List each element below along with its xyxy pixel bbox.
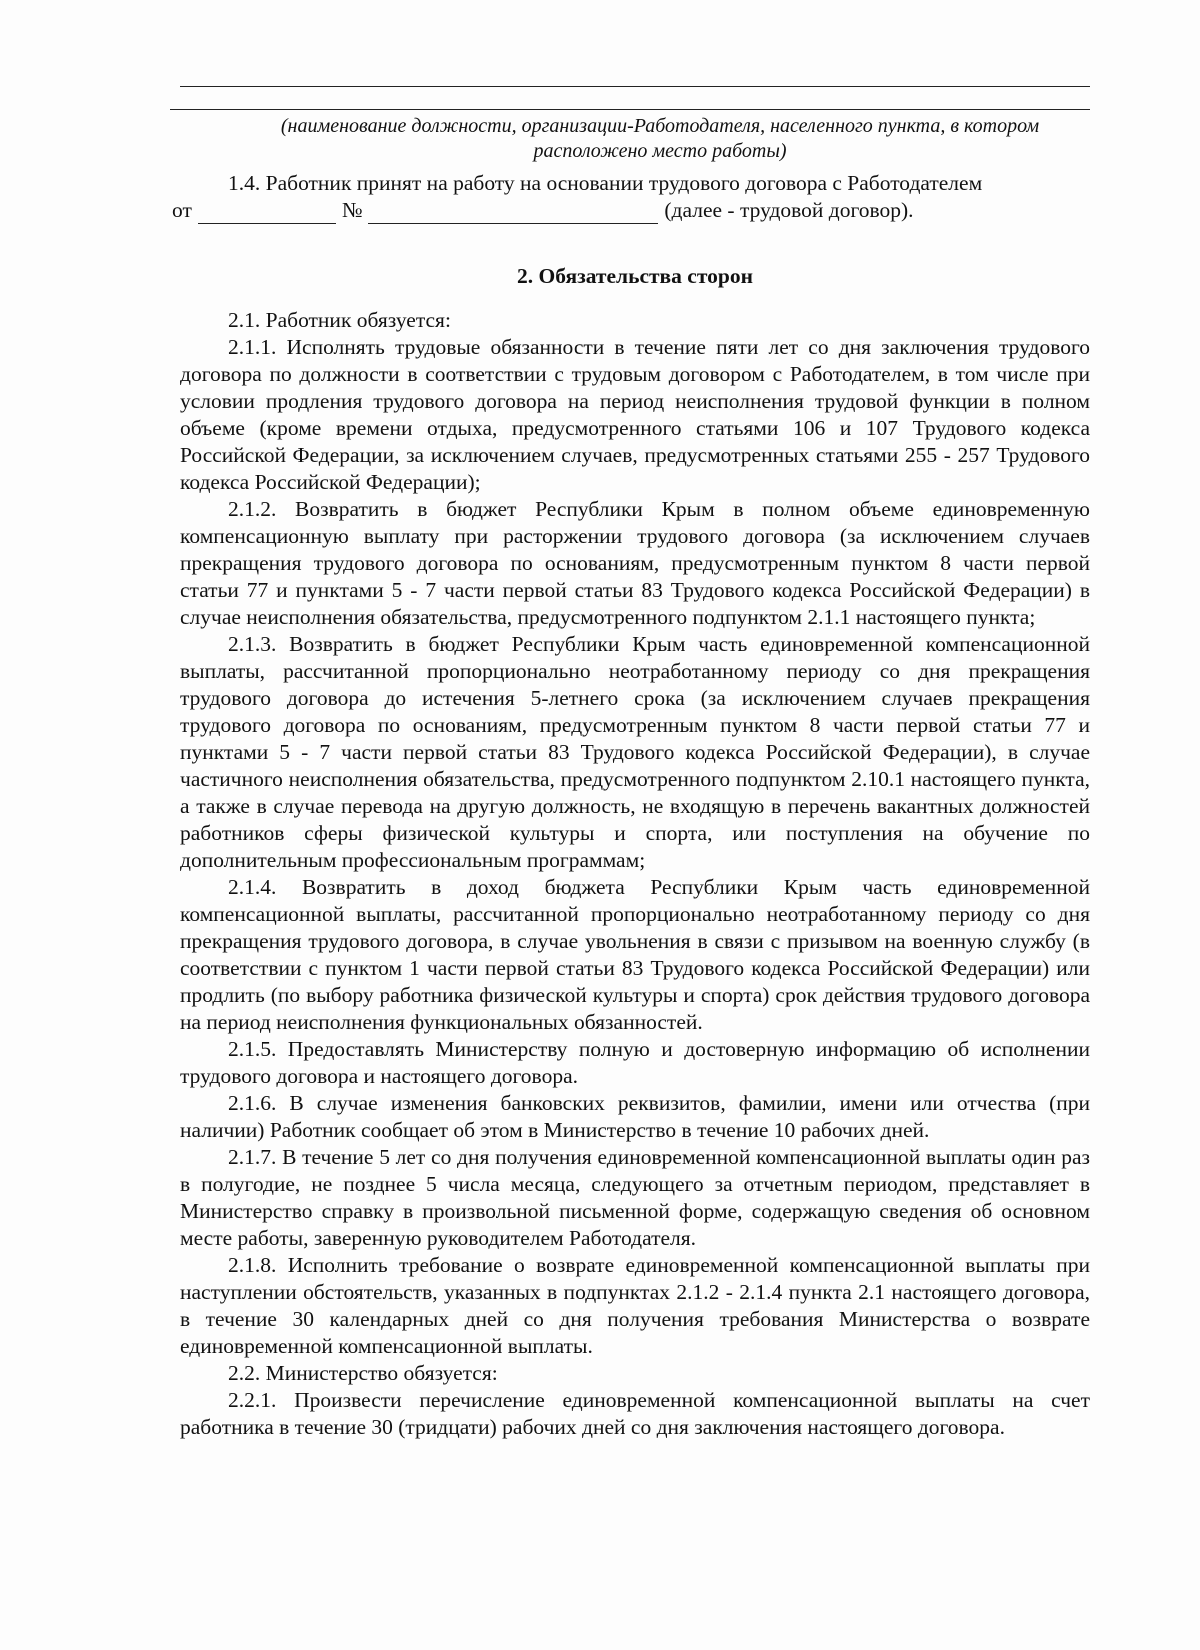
section-title: 2. Обязательства сторон (517, 264, 753, 288)
clause-2-2: 2.2. Министерство обязуется: (228, 1361, 498, 1385)
clause-2-1-3: 2.1.3. Возвратить в бюджет Республики Крым часть единовременной компенсационной выплаты, рассчитанной пропорционально неотработанному периоду со дня прекращения трудового договора до истечения 5-летнего срока (за исключением случаев прекращения трудового договора по основаниям, предусмотренным пунктом 8 части первой статьи 77 и пунктами 5 - 7 части первой статьи 83 Трудового кодекса Российской Федерации), в случае частичного неисполнения обязательства, предусмотренного подпунктом 2.10.1 настоящего пункта, а также в случае перевода на другую должность, не входящую в перечень вакантных должностей работников сферы физической культуры и спорта, или поступления на обучение по дополнительным профессиональным программам; (180, 632, 1090, 872)
from-label: от (172, 198, 192, 222)
clause-2-1-2: 2.1.2. Возвратить в бюджет Республики Крым в полном объеме единовременную компенсационную выплату при расторжении трудового договора (за исключением случаев прекращения трудового договора по основаниям, предусмотренным пунктом 8 части первой статьи 77 и пунктами 5 - 7 части первой статьи 83 Трудового кодекса Российской Федерации) в случае неисполнения обязательства, предусмотренного подпунктом 2.1.1 настоящего пункта; (180, 497, 1090, 629)
number-label: № (341, 198, 363, 222)
clause-2-1-8: 2.1.8. Исполнить требование о возврате единовременной компенсационной выплаты при наступлении обстоятельств, указанных в подпунктах 2.1.2 - 2.1.4 пункта 2.1 настоящего договора, в течение 30 календарных дней со дня получения требования Министерства о возврате единовременной компенсационной выплаты. (180, 1253, 1090, 1358)
blank-line-position (170, 109, 1090, 110)
clause-2-2-1: 2.2.1. Произвести перечисление единовременной компенсационной выплаты на счет работника в течение 30 (тридцати) рабочих дней со дня заключения настоящего договора. (180, 1388, 1090, 1439)
clause-2-1-5: 2.1.5. Предоставлять Министерству полную и достоверную информацию об исполнении трудового договора и настоящего договора. (180, 1037, 1090, 1088)
contract-number-blank (368, 203, 658, 224)
contract-reference-line (172, 197, 1090, 224)
contract-date-blank (198, 203, 336, 224)
blank-line-top (180, 86, 1090, 87)
clause-2-1: 2.1. Работник обязуется: (228, 308, 451, 332)
clause-2-1-7: 2.1.7. В течение 5 лет со дня получения единовременной компенсационной выплаты один раз в полугодие, не позднее 5 числа месяца, следующего за отчетным периодом, представляет в Министерство справку в произвольной письменной форме, содержащую сведения об основном месте работы, заверенную руководителем Работодателя. (180, 1145, 1090, 1250)
clause-1-4: 1.4. Работник принят на работу на основании трудового договора с Работодателем (228, 171, 983, 195)
clause-2-1-1: 2.1.1. Исполнять трудовые обязанности в течение пяти лет со дня заключения трудового договора по должности в соответствии с трудовым договором с Работодателем, в том числе при условии продления трудового договора на период неисполнения трудовой функции в полном объеме (кроме времени отдыха, предусмотренного статьями 106 и 107 Трудового кодекса Российской Федерации, за исключением случаев, предусмотренных статьями 255 - 257 Трудового кодекса Российской Федерации); (180, 335, 1090, 494)
position-caption: (наименование должности, организации-Работодателя, населенного пункта, в котором расположено место работы) (280, 115, 1040, 162)
clause-2-1-4: 2.1.4. Возвратить в доход бюджета Республики Крым часть единовременной компенсационной выплаты, рассчитанной пропорционально неотработанному периоду со дня прекращения трудового договора, в случае увольнения в связи с призывом на военную службу (в соответствии с пунктом 1 части первой статьи 83 Трудового кодекса Российской Федерации) или продлить (по выбору работника физической культуры и спорта) срок действия трудового договора на период неисполнения функциональных обязанностей. (180, 875, 1090, 1034)
clause-2-1-6: 2.1.6. В случае изменения банковских реквизитов, фамилии, имени или отчества (при наличии) Работник сообщает об этом в Министерство в течение 10 рабочих дней. (180, 1091, 1090, 1142)
contract-tail: (далее - трудовой договор). (664, 198, 914, 222)
